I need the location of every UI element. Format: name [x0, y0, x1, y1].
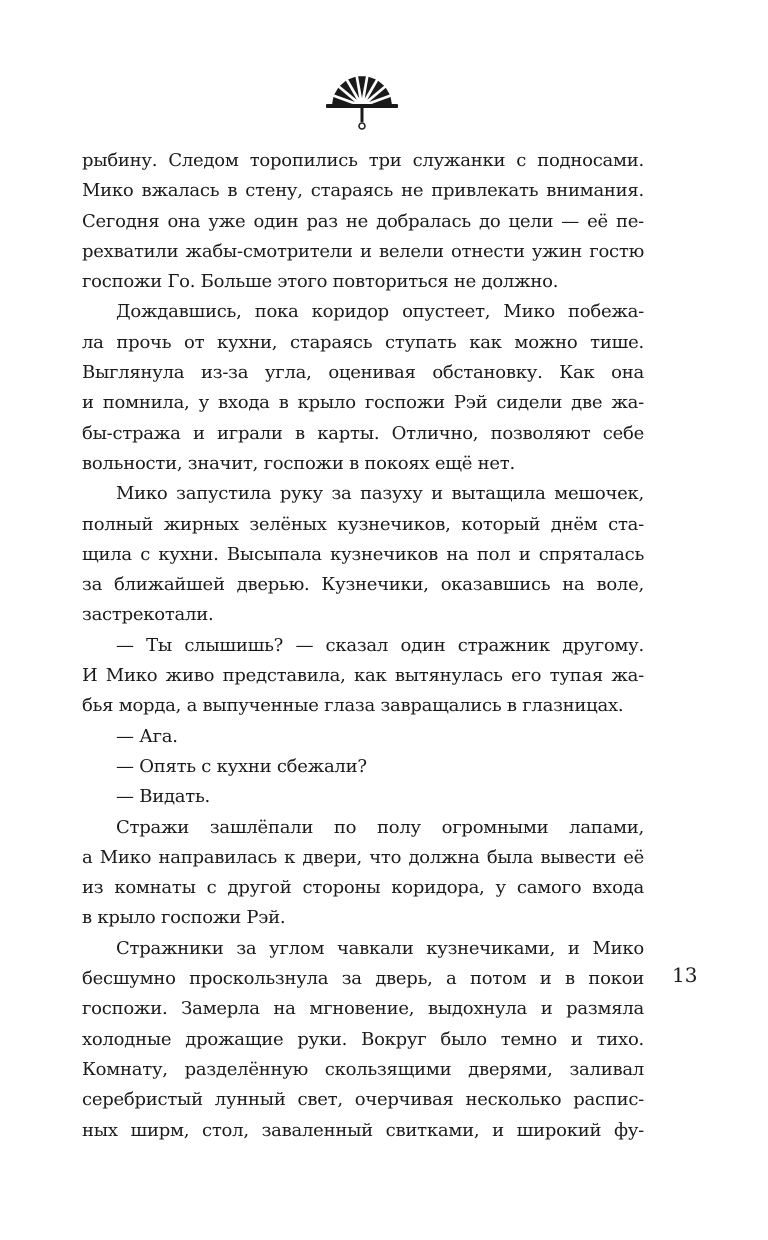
text-line: и помнила, у входа в крыло госпожи Рэй сидели две жа-: [82, 392, 644, 414]
text-line: бы-стража и играли в карты. Отлично, позволяют себе: [82, 422, 644, 444]
text-line: Выглянула из-за угла, оценивая обстановку. Как она: [82, 362, 644, 384]
text-line: Стражи зашлёпали по полу огромными лапами,: [116, 816, 644, 838]
text-line: Сегодня она уже один раз не добралась до цели — её пе-: [82, 210, 644, 232]
text-line: Мико вжалась в стену, стараясь не привлекать внимания.: [82, 180, 644, 202]
text-line: Комнату, разделённую скользящими дверями, заливал: [82, 1058, 644, 1080]
text-line: рехватили жабы-смотрители и велели отнести ужин гостю: [82, 240, 644, 262]
text-line: холодные дрожащие руки. Вокруг было темно и тихо.: [82, 1028, 644, 1050]
text-line: госпожи. Замерла на мгновение, выдохнула и размяла: [82, 998, 644, 1020]
text-line: Мико запустила руку за пазуху и вытащила мешочек,: [116, 483, 644, 505]
text-line: — Опять с кухни сбежали?: [116, 755, 367, 777]
text-line: госпожи Го. Больше этого повториться не должно.: [82, 271, 559, 293]
text-line: вольности, значит, госпожи в покоях ещё нет.: [82, 452, 515, 474]
fan-icon: [322, 70, 402, 132]
text-line: за ближайшей дверью. Кузнечики, оказавшись на воле,: [82, 574, 644, 596]
body-text: [82, 146, 644, 1146]
text-line: — Ага.: [116, 725, 178, 747]
text-line: щила с кухни. Высыпала кузнечиков на пол и спряталась: [82, 543, 644, 565]
text-line: рыбину. Следом торопились три служанки с подносами.: [82, 150, 644, 171]
text-line: в крыло госпожи Рэй.: [82, 907, 286, 929]
text-line: из комнаты с другой стороны коридора, у самого входа: [82, 877, 644, 899]
text-line: а Мико направилась к двери, что должна была вывести её: [82, 846, 644, 868]
text-line: Дождавшись, пока коридор опустеет, Мико побежа-: [116, 301, 644, 323]
text-line: бесшумно проскользнула за дверь, а потом и в покои: [82, 968, 644, 990]
text-line: бья морда, а выпученные глаза завращались в глазницах.: [82, 695, 624, 717]
text-line: ных ширм, стол, заваленный свитками, и широкий фу-: [82, 1119, 644, 1141]
text-line: — Видать.: [116, 786, 210, 808]
text-line: серебристый лунный свет, очерчивая несколько распис-: [82, 1089, 644, 1111]
text-line: — Ты слышишь? — сказал один стражник другому.: [116, 634, 644, 656]
text-line: застрекотали.: [82, 604, 214, 626]
text-line: И Мико живо представила, как вытянулась его тупая жа-: [82, 665, 644, 687]
text-line: полный жирных зелёных кузнечиков, который днём ста-: [82, 513, 644, 535]
page-number: 13: [672, 963, 698, 987]
text-line: ла прочь от кухни, стараясь ступать как можно тише.: [82, 331, 644, 353]
text-line: Стражники за углом чавкали кузнечиками, и Мико: [116, 937, 644, 959]
